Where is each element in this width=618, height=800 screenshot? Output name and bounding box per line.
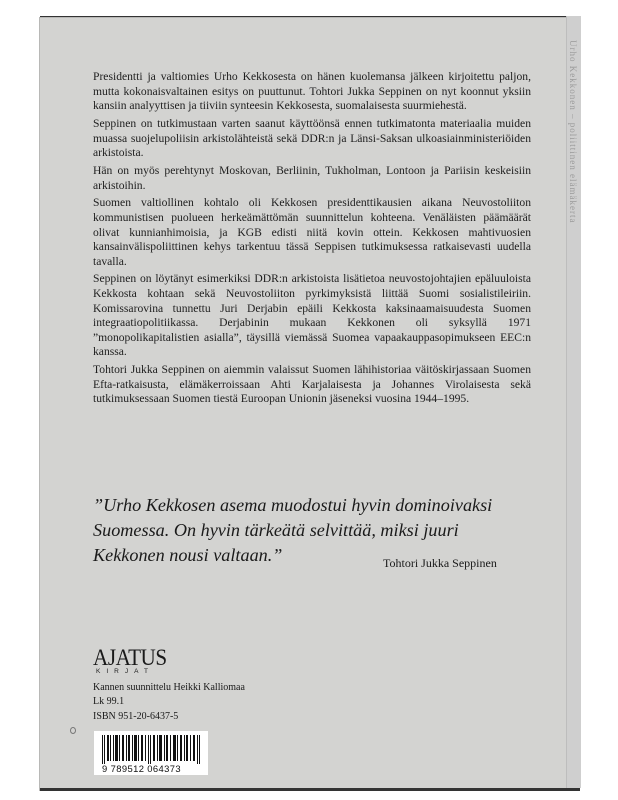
library-class: Lk 99.1 [93,696,125,708]
barcode [94,731,208,775]
barcode-number: 9 789512 064373 [102,763,181,774]
cover-design-credit: Kannen suunnittelu Heikki Kalliomaa [93,682,245,693]
blurb-paragraph: Tohtori Jukka Seppinen on aiemmin valaissut Suomen lähihistoriaa väitöskirjassaan Suomen Efta-ratkaisusta, elämäkerroissaan Ahti Karjalaisesta ja Johannes Virolaisesta sekä tutkimuksessaan Suomen tiestä Euroopan Unionin jäseneksi vuosina 1944–1995. [93,363,531,406]
blurb-text [93,70,531,410]
pull-quote: ”Urho Kekkosen asema muodostui hyvin dominoivaksi Suomessa. On hyvin tärkeätä selvittää, miksi juuri Kekkonen nousi valtaan.” [93,495,493,565]
library-mark [70,727,76,734]
cover-bottom-edge [40,788,580,791]
publication-details [93,681,245,724]
quote-author: Tohtori Jukka Seppinen [383,556,497,570]
blurb-paragraph: Suomen valtiollinen kohtalo oli Kekkosen presidenttikausien aikana Neuvostoliiton kommunistisen puolueen herkeämättömän suunnittelun kohteena. Venäläisten päämäärät olivat kunnianhimoisia, ja KGB edisti niitä kovin ottein. Kekkosen mahtivuosien kansainvälispoliittinen kehys tarkentuu tässä Seppisen tutkimuksessa ratkaisevasti uudella tavalla. [93,196,531,268]
blurb-paragraph: Presidentti ja valtiomies Urho Kekkosesta on hänen kuolemansa jälkeen kirjoitettu paljon, mutta kokonaisvaltainen esitys on puuttunut. Tohtori Jukka Seppinen on nyt koonnut yksiin kansiin analyyttisen ja tiiviin synteesin Kekkosesta, suomalaisesta suurmiehestä. [93,70,531,113]
publisher-logo-subtitle: KIRJAT [96,668,154,675]
spine-title: Urho Kekkonen – poliittinen elämäkerta [568,40,578,224]
blurb-paragraph: Seppinen on löytänyt esimerkiksi DDR:n arkistoista lisätietoa neuvostojohtajien epäluuloista Kekkosta kohtaan sekä Neuvostoliiton pyrkimyksistä liittää Suomi sosialistileiriin. Komissarovina tunnettu Juri Derjabin epäili Kekkosta kaksinaamaisuudesta Suomen integraatiopolitiikassa. Derjabinin mukaan Kekkonen oli syksyllä 1971 ”monopolikapitalistien asialla”, täysillä viemässä Suomea vapaakauppasopimukseen EEC:n kanssa. [93,272,531,359]
barcode-bars [102,735,202,764]
blurb-paragraph: Hän on myös perehtynyt Moskovan, Berliinin, Tukholman, Lontoon ja Pariisin keskeisiin arkistoihin. [93,163,531,192]
publisher-logo: AJATUS [93,645,167,670]
blurb-paragraph: Seppinen on tutkimustaan varten saanut käyttöönsä ennen tutkimatonta materiaalia muiden muassa suojelupoliisin arkistolähteistä sekä DDR:n ja Länsi-Saksan ulkoasiainministeriöiden arkistoista. [93,116,531,160]
isbn: ISBN 951-20-6437-5 [93,710,179,722]
